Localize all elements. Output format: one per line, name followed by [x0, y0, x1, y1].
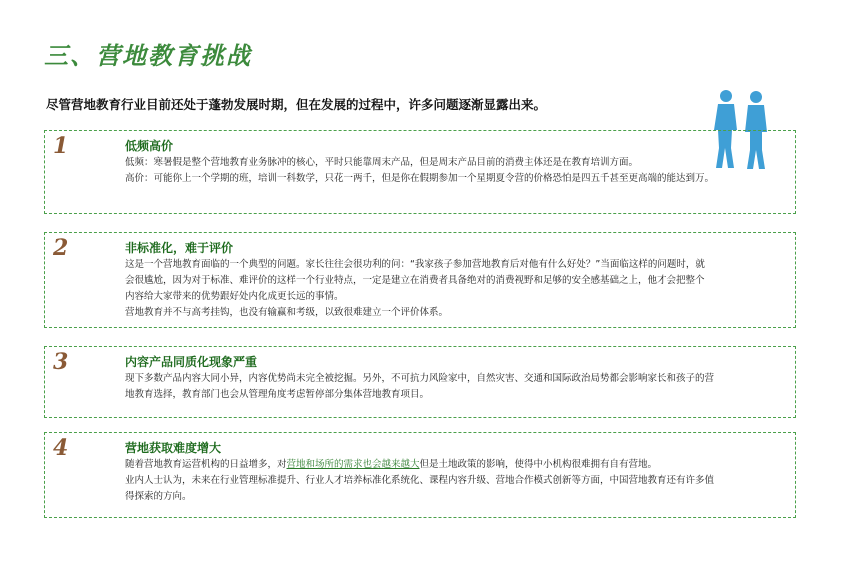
section-line: 会很尴尬，因为对于标准、难评价的这样一个行业特点，一定是建立在消费者具备绝对的消费视野和足够的安全感基础之上，他才会把整个	[125, 275, 705, 286]
section-line: 现下多数产品内容大同小异，内容优势尚未完全被挖掘。另外，不可抗力风险家中，自然灾害、交通和国际政治局势都会影响家长和孩子的营	[125, 373, 715, 384]
section-number: 1	[53, 133, 69, 159]
section-line: 得探索的方向。	[125, 491, 192, 502]
section-line: 地教育选择，教育部门也会从管理角度考虑暂停部分集体营地教育项目。	[125, 389, 430, 400]
section-number: 2	[53, 235, 69, 261]
section-heading: 低频高价	[125, 139, 174, 153]
section-line: 业内人士认为，未来在行业管理标准提升、行业人才培养标准化系统化、课程内容升级、营地合作模式创新等方面，中国营地教育还有许多值	[125, 475, 715, 486]
section-body	[125, 257, 785, 321]
section-1-box	[44, 130, 796, 214]
section-3-box	[44, 346, 796, 418]
section-line: 内容给大家带来的优势跟好处内化成更长远的事情。	[125, 291, 344, 302]
page-title: 三、营地教育挑战	[44, 41, 252, 70]
section-line: 营地教育并不与高考挂钩，也没有输赢和考级，以致很难建立一个评价体系。	[125, 307, 449, 318]
intro-text: 尽管营地教育行业目前还处于蓬勃发展时期，但在发展的过程中，许多问题逐渐显露出来。	[46, 97, 547, 112]
section-body	[125, 155, 785, 187]
line-text: 随着营地教育运营机构的日益增多，对	[125, 459, 287, 470]
section-4-box	[44, 432, 796, 518]
section-heading: 营地获取难度增大	[125, 441, 222, 455]
section-body	[125, 457, 785, 505]
section-line	[125, 457, 785, 473]
section-line: 低频：寒暑假是整个营地教育业务脉冲的核心，平时只能靠周末产品，但是周末产品目前的消费主体还是在教育培训方面。	[125, 157, 639, 168]
section-heading: 内容产品同质化现象严重	[125, 355, 258, 369]
section-line: 高价：可能你上一个学期的班，培训一科数学，只花一两千，但是你在假期参加一个星期夏令营的价格恐怕是四五千甚至更高端的能达到万。	[125, 173, 715, 184]
section-heading: 非标准化，难于评价	[125, 241, 234, 255]
section-body	[125, 371, 785, 403]
section-number: 4	[53, 435, 69, 461]
section-line: 这是一个营地教育面临的一个典型的问题。家长往往会很功利的问：“我家孩子参加营地教育后对他有什么好处？”当面临这样的问题时，就	[125, 259, 705, 270]
section-2-box	[44, 232, 796, 328]
line-text: 但是土地政策的影响，使得中小机构很难拥有自有营地。	[419, 459, 658, 470]
section-number: 3	[53, 349, 69, 375]
highlighted-text: 营地和场所的需求也会越来越大	[286, 459, 420, 470]
